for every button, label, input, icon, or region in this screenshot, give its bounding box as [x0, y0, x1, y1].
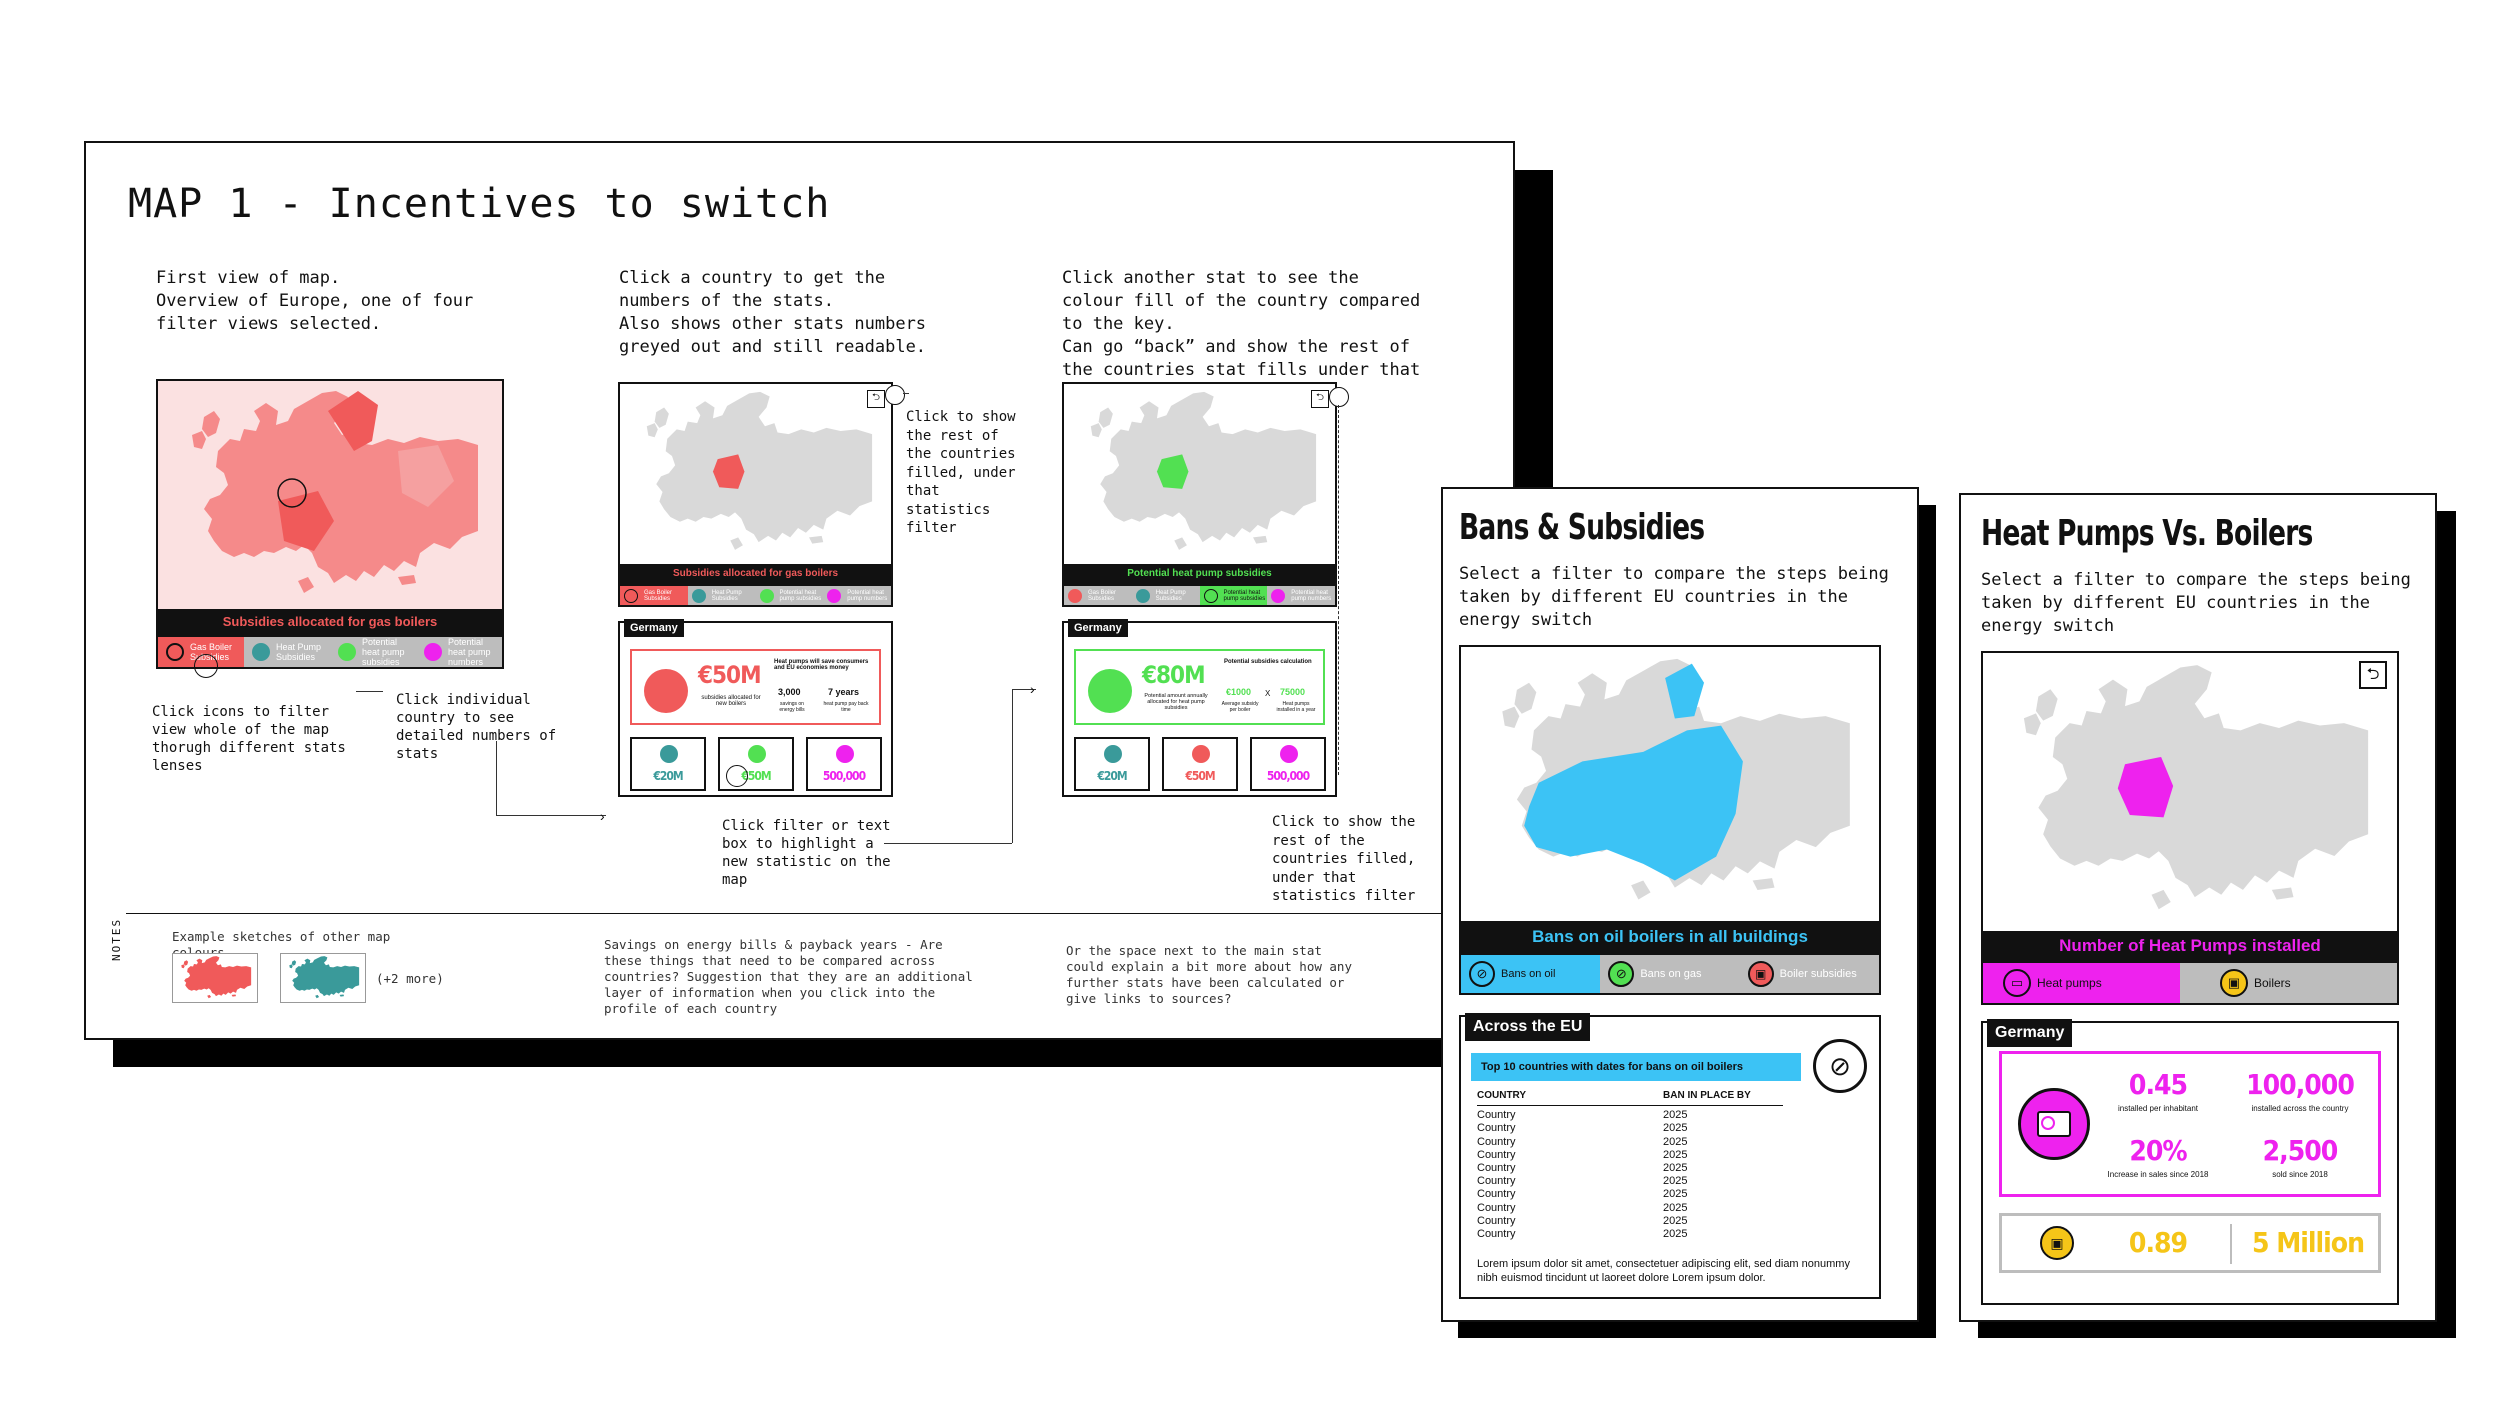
- potential-subsidy-icon: [748, 745, 766, 763]
- heat-pump-stats[interactable]: [1999, 1051, 2381, 1197]
- country-detail-card-2[interactable]: [1062, 621, 1337, 797]
- stat-caption: sold since 2018: [2272, 1170, 2328, 1179]
- map2-filters: [618, 584, 893, 607]
- mini-value: €50M: [1185, 769, 1215, 783]
- main-stat-box[interactable]: [630, 649, 881, 725]
- table-row: [1477, 1228, 1783, 1241]
- table-row: [1477, 1188, 1783, 1201]
- divider: [2230, 1224, 2232, 1264]
- bans-subtitle: Select a filter to compare the steps being taken by different EU countries in the energy switch: [1459, 564, 1889, 630]
- mini-stat-magenta[interactable]: [1250, 737, 1326, 791]
- cell-ban-year: 2025: [1663, 1188, 1688, 1201]
- col2-description: Click a country to get the numbers of the stats. Also shows other stats numbers greyed out and still readable.: [619, 268, 927, 357]
- cell-ban-year: 2025: [1663, 1228, 1688, 1241]
- filter-label: Potential heat pump numbers: [448, 637, 491, 667]
- big-caption: subsidies allocated for new boilers: [701, 695, 761, 707]
- stat-icon: [1088, 669, 1132, 713]
- potential-subsidy-icon: [760, 589, 774, 603]
- mini-value: 500,000: [1266, 769, 1310, 783]
- stat2-caption: Heat pumps installed in a year: [1276, 701, 1316, 713]
- cell-ban-year: 2025: [1663, 1122, 1688, 1135]
- cell-country: Country: [1477, 1122, 1516, 1135]
- filter-potential-subsidies[interactable]: [330, 637, 416, 667]
- potential-numbers-icon: [827, 589, 841, 603]
- gas-boiler-icon: [166, 643, 184, 661]
- table-row: [1477, 1162, 1783, 1175]
- bans-europe-map[interactable]: [1461, 647, 1879, 921]
- mini-stat-red[interactable]: [1162, 737, 1238, 791]
- filter-label: Potential heat pump numbers: [847, 590, 888, 602]
- map1-banner: Subsidies allocated for gas boilers: [158, 609, 502, 635]
- big-value: €50M: [698, 661, 761, 689]
- mini-value: €50M: [741, 769, 771, 783]
- filter-potential-numbers[interactable]: [416, 637, 502, 667]
- map2-europe[interactable]: [620, 384, 891, 564]
- main-sheet: [84, 141, 1515, 1040]
- back-icon[interactable]: ⮌: [1311, 390, 1329, 408]
- notes-divider: [126, 913, 1516, 914]
- ban-table: [1477, 1089, 1783, 1241]
- filter-gas-boiler-subsidies[interactable]: [620, 586, 688, 606]
- bans-map-panel[interactable]: [1459, 645, 1881, 995]
- connector: [884, 843, 1012, 844]
- mini-value: 500,000: [822, 769, 866, 783]
- across-eu-panel: [1459, 1015, 1881, 1299]
- col-header-ban: BAN IN PLACE BY: [1663, 1090, 1751, 1101]
- filter-boiler-subsidies[interactable]: [1740, 955, 1879, 993]
- cell-ban-year: 2025: [1663, 1162, 1688, 1175]
- filter-potential-numbers[interactable]: [1267, 586, 1335, 606]
- mini-stat-magenta[interactable]: [806, 737, 882, 791]
- sketch-thumb-red: [172, 953, 258, 1003]
- main-stat-box[interactable]: [1074, 649, 1325, 725]
- no-oil-icon: ⊘: [1813, 1039, 1867, 1093]
- heat-pump-icon: [1136, 589, 1150, 603]
- stat-icon: [644, 669, 688, 713]
- stat-caption: installed across the country: [2251, 1104, 2349, 1113]
- gas-boiler-icon: [1192, 745, 1210, 763]
- stat-value: 20%: [2129, 1134, 2187, 1167]
- cell-country: Country: [1477, 1109, 1516, 1122]
- cell-country: Country: [1477, 1148, 1516, 1161]
- filter-heat-pump-subsidies[interactable]: [244, 637, 330, 667]
- col1-description: First view of map. Overview of Europe, one of four filter views selected.: [156, 268, 474, 334]
- section-tag: Across the EU: [1465, 1013, 1590, 1041]
- potential-numbers-icon: [1271, 589, 1285, 603]
- heat-pump-icon: [1104, 745, 1122, 763]
- table-header: [1477, 1089, 1783, 1106]
- map3-panel[interactable]: [1062, 382, 1337, 607]
- table-row: [1477, 1109, 1783, 1122]
- cell-country: Country: [1477, 1214, 1516, 1227]
- heat-filters: [1981, 961, 2399, 1005]
- lorem-text: Lorem ipsum dolor sit amet, consectetuer adipiscing elit, sed diam nonummy nibh euismod tincidunt ut laoreet dolore Lorem ipsum dolor.: [1477, 1258, 1850, 1284]
- filter-label: Boiler subsidies: [1779, 968, 1857, 980]
- mini-value: €20M: [653, 769, 683, 783]
- filter-label: Potential heat pump subsidies: [779, 590, 822, 602]
- filter-label: Bans on oil: [1501, 968, 1556, 980]
- map3-filters: [1062, 584, 1337, 607]
- filter-boilers[interactable]: [2180, 963, 2397, 1003]
- annot-rest-2: Click to show the rest of the countries filled, under that statistics filter: [1272, 814, 1416, 904]
- filter-label: Heat Pump Subsidies: [711, 590, 742, 602]
- stat2-value: 75000: [1280, 687, 1306, 697]
- cell-country: Country: [1477, 1175, 1516, 1188]
- mini-value: €20M: [1097, 769, 1127, 783]
- potential-numbers-icon: [1280, 745, 1298, 763]
- mini-stat-teal[interactable]: [630, 737, 706, 791]
- gas-boiler-icon: [624, 589, 638, 603]
- table-title: Top 10 countries with dates for bans on oil boilers: [1471, 1053, 1801, 1081]
- col3-description: Click another stat to see the colour fill of the country compared to the key. Can go “back” and show the rest of the countries stat fills under that: [1062, 268, 1421, 380]
- table-row: [1477, 1122, 1783, 1135]
- filter-heat-pumps[interactable]: [1983, 963, 2180, 1003]
- stat2-value: 7 years: [828, 687, 860, 697]
- table-row: [1477, 1149, 1783, 1162]
- stat2-caption: heat pump pay back time: [823, 701, 869, 713]
- filter-label: Heat Pump Subsidies: [276, 642, 322, 662]
- potential-numbers-icon: [836, 745, 854, 763]
- potential-subsidy-icon: [1204, 589, 1218, 603]
- info-text: Potential subsidies calculation: [1224, 659, 1312, 665]
- note-savings: Savings on energy bills & payback years - Are these things that need to be compared across countries? Suggestion that they are an additional layer of information when you click into the profile of each country: [604, 937, 973, 1016]
- page-title: MAP 1 - Incentives to switch: [128, 181, 831, 227]
- connector: [496, 815, 606, 816]
- cell-country: Country: [1477, 1135, 1516, 1148]
- info-text: Heat pumps will save consumers and EU economies money: [774, 659, 869, 671]
- cell-ban-year: 2025: [1663, 1214, 1688, 1227]
- cell-ban-year: 2025: [1663, 1109, 1688, 1122]
- heat-subtitle: Select a filter to compare the steps being taken by different EU countries in the energy switch: [1981, 570, 2411, 636]
- filter-label: Gas Boiler Subsidies: [1088, 590, 1117, 602]
- heat-pump-icon: ▭: [2003, 969, 2031, 997]
- table-row: [1477, 1215, 1783, 1228]
- connector: [356, 691, 383, 692]
- connector: [496, 741, 497, 815]
- notes-label: NOTES: [110, 917, 123, 961]
- boiler-stats[interactable]: [1999, 1213, 2381, 1273]
- stat1-caption: savings on energy bills: [779, 701, 805, 713]
- annot-country: Click individual country to see detailed numbers of stats: [396, 692, 557, 762]
- boiler-stat-value: 0.89: [2128, 1226, 2188, 1259]
- cursor-circle: [1329, 387, 1349, 407]
- stat-value: 0.45: [2128, 1068, 2188, 1101]
- filter-potential-numbers[interactable]: [823, 586, 891, 606]
- cell-country: Country: [1477, 1162, 1516, 1175]
- potential-subsidy-icon: [338, 643, 356, 661]
- map1-europe[interactable]: [158, 381, 502, 611]
- map2-panel[interactable]: [618, 382, 893, 607]
- heat-pump-icon: [660, 745, 678, 763]
- bans-title: Bans & Subsidies: [1459, 507, 1705, 548]
- sketch-more: (+2 more): [376, 971, 444, 986]
- stat-value: 100,000: [2246, 1068, 2354, 1101]
- filter-potential-subsidies[interactable]: [1200, 586, 1268, 606]
- filter-label: Potential heat pump numbers: [1291, 590, 1332, 602]
- heat-card: [1959, 493, 2437, 1322]
- filter-bans-gas[interactable]: [1600, 955, 1739, 993]
- boiler-subsidy-icon: ▣: [1748, 961, 1774, 987]
- annot-icons: Click icons to filter view whole of the map thorugh different stats lenses: [152, 704, 346, 774]
- arrow-right-icon: ›: [600, 808, 605, 824]
- filter-heat-pump-subsidies[interactable]: [688, 586, 756, 606]
- potential-numbers-icon: [424, 643, 442, 661]
- cell-ban-year: 2025: [1663, 1201, 1688, 1214]
- annot-filter: Click filter or text box to highlight a new statistic on the map: [722, 818, 891, 888]
- country-tag: Germany: [1068, 619, 1128, 637]
- table-row: [1477, 1136, 1783, 1149]
- stat-caption: Increase in sales since 2018: [2107, 1170, 2209, 1179]
- big-caption: Potential amount annually allocated for heat pump subsidies: [1144, 693, 1208, 711]
- bans-banner: Bans on oil boilers in all buildings: [1461, 921, 1879, 953]
- filter-label: Boilers: [2254, 976, 2291, 990]
- times-symbol: X: [1265, 689, 1271, 698]
- mini-stat-teal[interactable]: [1074, 737, 1150, 791]
- filter-label: Heat pumps: [2037, 976, 2102, 990]
- heat-country-panel[interactable]: [1981, 1021, 2399, 1305]
- connector: [1012, 689, 1013, 843]
- big-value: €80M: [1142, 661, 1205, 689]
- filter-label: Heat Pump Subsidies: [1155, 590, 1186, 602]
- heat-pump-icon: [692, 589, 706, 603]
- cell-ban-year: 2025: [1663, 1135, 1688, 1148]
- filter-potential-subsidies[interactable]: [756, 586, 824, 606]
- cell-country: Country: [1477, 1188, 1516, 1201]
- table-row: [1477, 1175, 1783, 1188]
- stat1-value: €1000: [1226, 687, 1252, 697]
- map3-europe[interactable]: [1064, 384, 1335, 564]
- map1-panel[interactable]: [156, 379, 504, 669]
- cursor-circle: [194, 654, 218, 678]
- note-main-stat: Or the space next to the main stat could explain a bit more about how any further stats have been calculated or give links to sources?: [1066, 943, 1352, 1006]
- bans-card: [1441, 487, 1919, 1322]
- country-tag: Germany: [1987, 1019, 2072, 1047]
- cell-ban-year: 2025: [1663, 1148, 1688, 1161]
- connector: [1338, 405, 1339, 775]
- back-icon[interactable]: ⮌: [867, 390, 885, 408]
- connector: [903, 393, 909, 394]
- boiler-icon: ▣: [2040, 1226, 2074, 1260]
- boiler-icon: ▣: [2220, 969, 2248, 997]
- annot-rest: Click to show the rest of the countries filled, under that statistics filter: [906, 409, 1016, 536]
- sketch-thumb-teal: [280, 953, 366, 1003]
- sketch-title: Example sketches of other map: [172, 929, 391, 944]
- filter-bans-oil[interactable]: [1461, 955, 1600, 993]
- filter-gas-boiler-subsidies[interactable]: [1064, 586, 1132, 606]
- gas-ban-icon: ⊘: [1608, 961, 1634, 987]
- filter-label: Potential heat pump subsidies: [362, 637, 405, 667]
- gas-boiler-icon: [1068, 589, 1082, 603]
- map3-banner: Potential heat pump subsidies: [1064, 564, 1335, 584]
- cell-country: Country: [1477, 1228, 1516, 1241]
- filter-label: Gas Boiler Subsidies: [190, 642, 233, 662]
- filter-label: Gas Boiler Subsidies: [644, 590, 673, 602]
- heat-map-panel[interactable]: [1981, 651, 2399, 1005]
- country-detail-card-1[interactable]: [618, 621, 893, 797]
- filter-heat-pump-subsidies[interactable]: [1132, 586, 1200, 606]
- cursor-circle: [726, 765, 748, 787]
- arrow-right-icon: ›: [1030, 681, 1035, 697]
- col-header-country: COUNTRY: [1477, 1090, 1527, 1101]
- cell-country: Country: [1477, 1201, 1516, 1214]
- stat1-value: 3,000: [778, 687, 801, 697]
- country-tag: Germany: [624, 619, 684, 637]
- back-icon[interactable]: ⮌: [2359, 661, 2387, 689]
- map2-banner: Subsidies allocated for gas boilers: [620, 564, 891, 584]
- stat-value: 2,500: [2262, 1134, 2338, 1167]
- heat-pump-big-icon: [2018, 1088, 2090, 1160]
- heat-europe-map[interactable]: [1983, 653, 2397, 931]
- oil-ban-icon: ⊘: [1469, 961, 1495, 987]
- cell-ban-year: 2025: [1663, 1175, 1688, 1188]
- table-row: [1477, 1202, 1783, 1215]
- filter-label: Potential heat pump subsidies: [1223, 590, 1266, 602]
- boiler-stat-value: 5 Million: [2251, 1226, 2365, 1259]
- stat1-caption: Average subsidy per boiler: [1221, 701, 1259, 713]
- heat-title: Heat Pumps Vs. Boilers: [1981, 513, 2313, 554]
- heat-pump-icon: [252, 643, 270, 661]
- filter-label: Bans on gas: [1640, 968, 1702, 980]
- bans-filters: [1459, 953, 1881, 995]
- stat-caption: installed per inhabitant: [2117, 1104, 2199, 1113]
- heat-banner: Number of Heat Pumps installed: [1983, 931, 2397, 961]
- cursor-circle: [885, 385, 905, 405]
